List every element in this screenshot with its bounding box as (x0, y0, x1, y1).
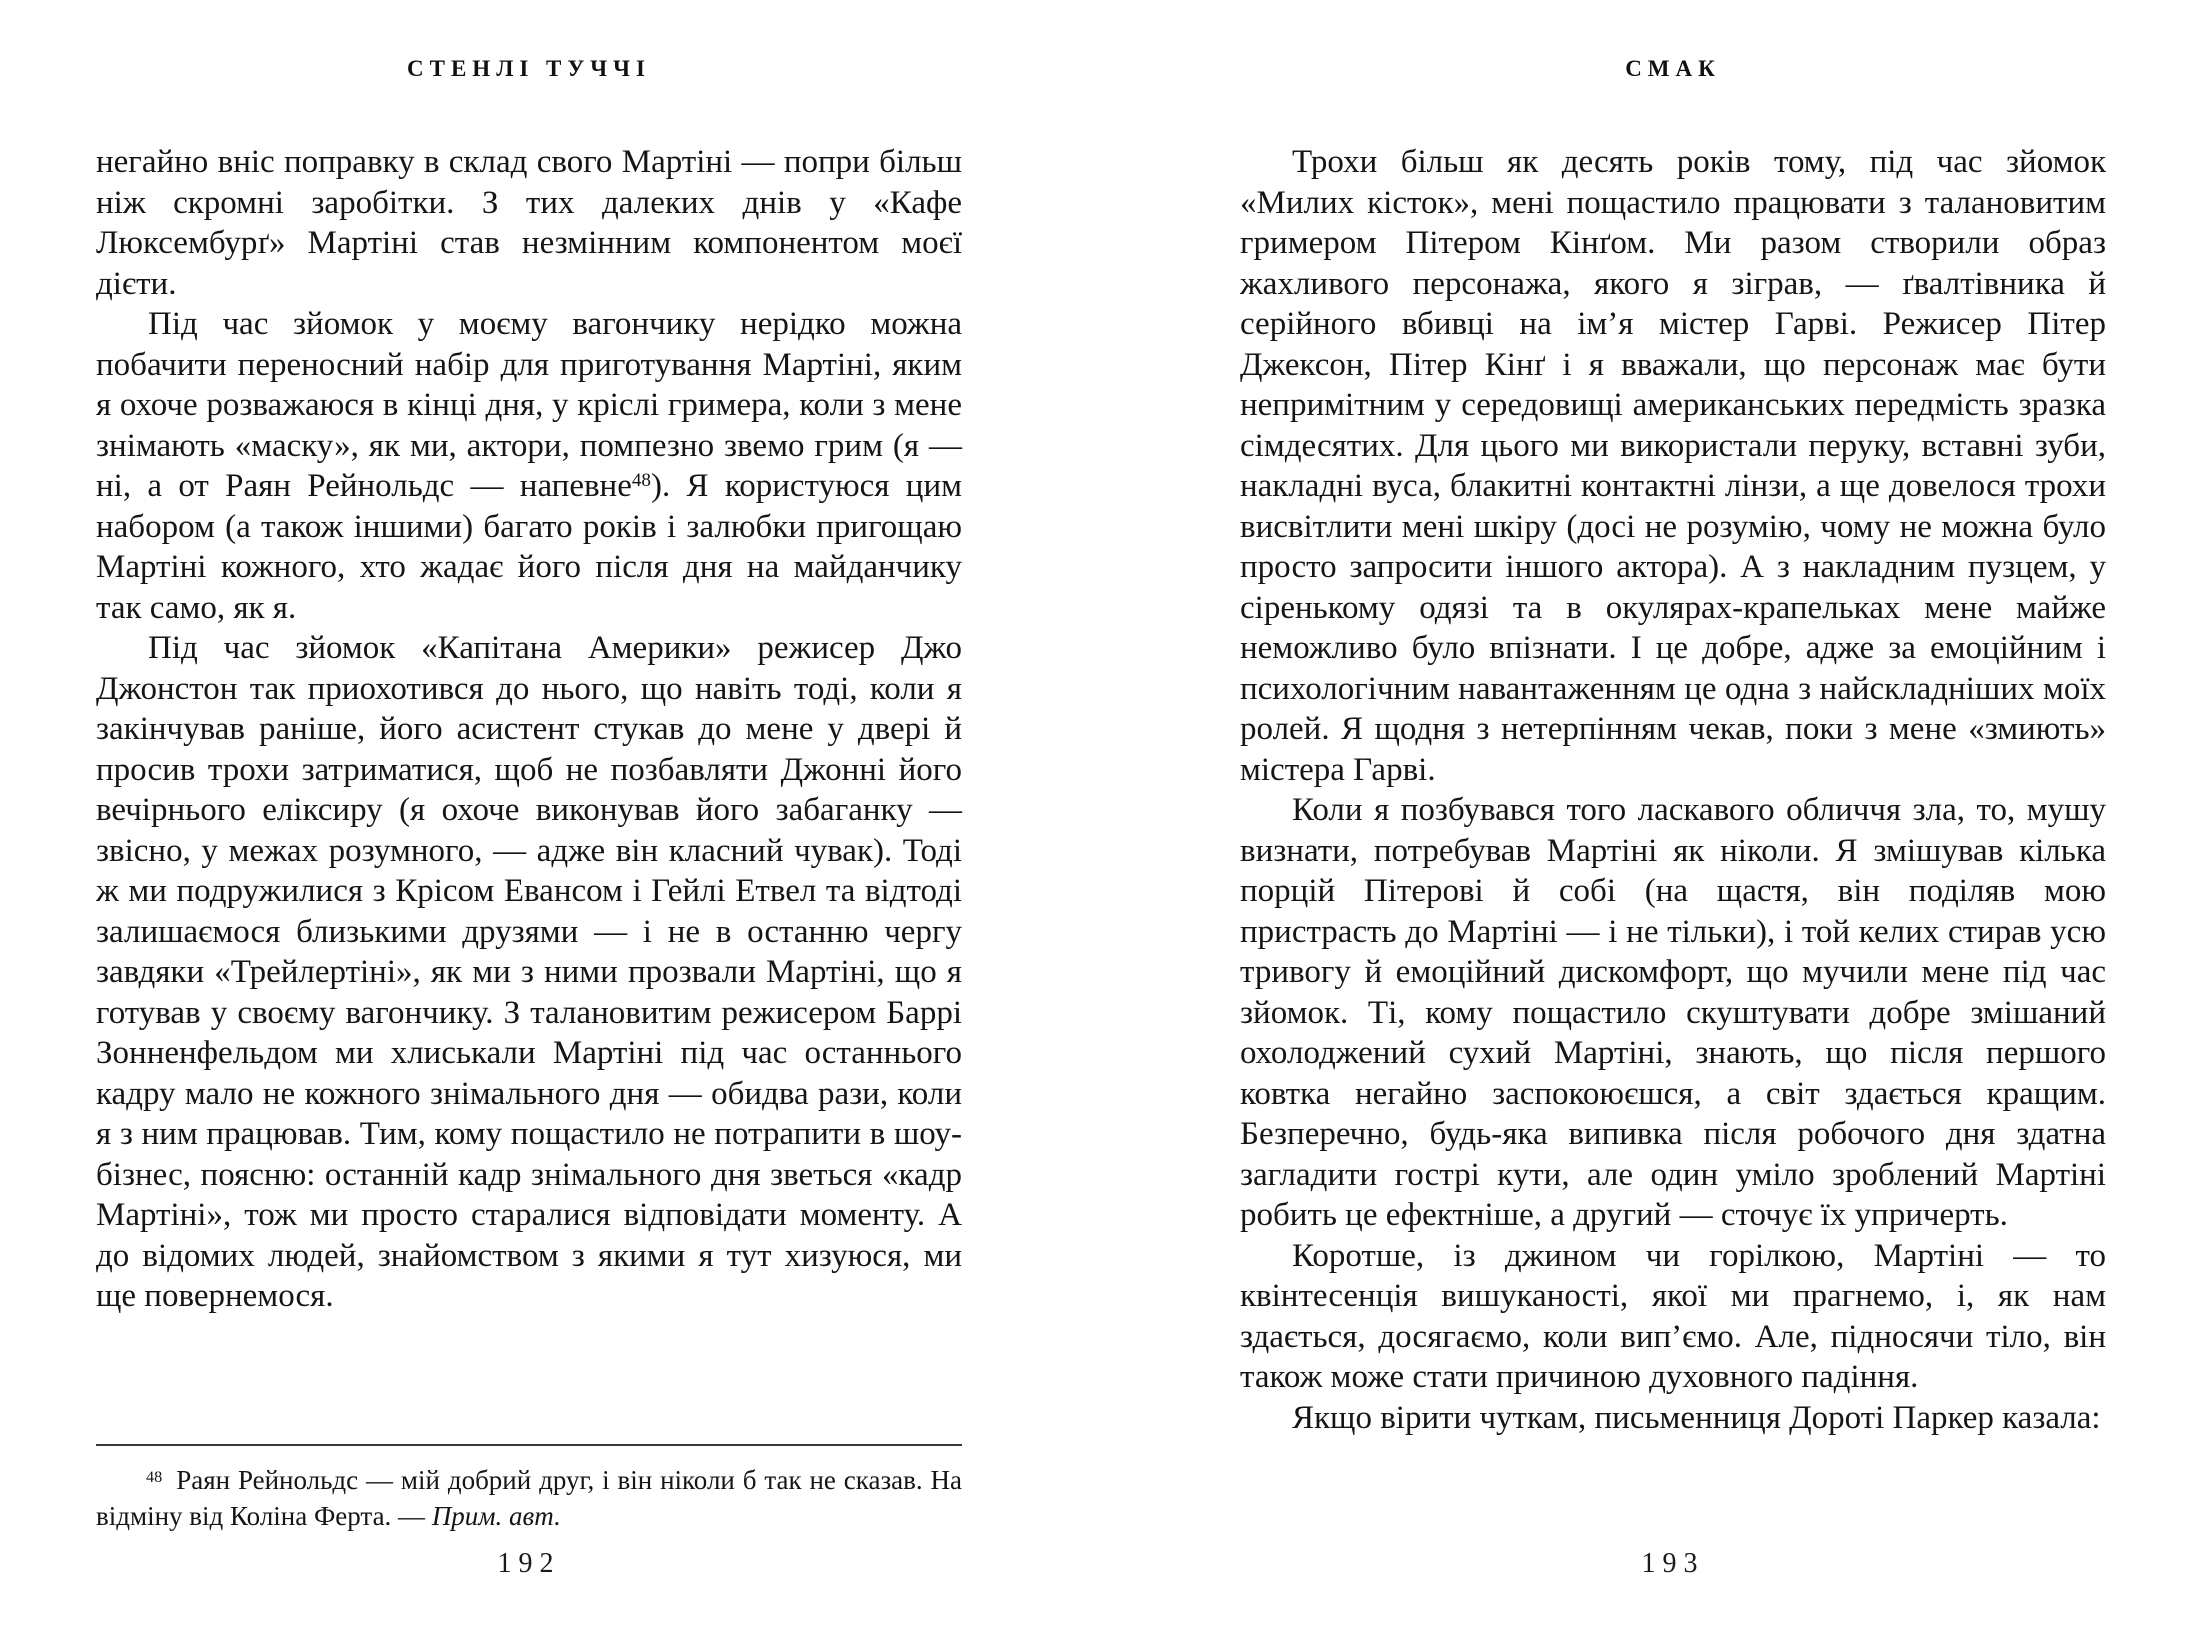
footnote-text (96, 1462, 962, 1534)
paragraph-text: ). Я користуюся цим набором (а також іншими) багато років і залюбки пригощаю Мартіні кожного, хто жадає його після дня на майданчику так само, як я. (96, 468, 962, 626)
footnote-separator (96, 1444, 962, 1446)
left-textblock (96, 0, 962, 1650)
footnote-source-label: Прим. авт. (431, 1501, 561, 1531)
paragraph-captain-america: Під час зйомок «Капітана Америки» режисер Джо Джонстон так приохотився до нього, що навіть тоді, коли я закінчував раніше, його асистент стукав до мене у двері й просив трохи затриматися, щоб не позбавляти Джонні його вечірнього еліксиру (я охоче виконував його забаганку — звісно, у межах розумного, — адже він класний чувак). Тоді ж ми подружилися з Крісом Евансом і Гейлі Етвел та відтоді залишаємося близькими друзями — і не в останню чергу завдяки «Трейлертіні», як ми з ними прозвали Мартіні, що я готував у своєму вагончику. З талановитим режисером Баррі Зонненфельдом ми хлиськали Мартіні під час останнього кадру мало не кожного знімального дня — обидва рази, коли я з ним працював. Тим, кому пощастило не потрапити в шоу-бізнес, поясню: останній кадр знімального дня зветься «кадр Мартіні», тож ми просто старалися відповідати моменту. А до відомих людей, знайомством з якими я тут хизуюся, ми ще повернемося. (96, 630, 962, 1314)
right-body-text (1240, 142, 2106, 1438)
page-number-left: 192 (497, 1548, 561, 1579)
paragraph-martini-diet: негайно вніс поправку в склад свого Мартіні — попри більш ніж скромні заробітки. З тих далеких днів у «Кафе Люксембурґ» Мартіні став незмінним компонентом моєї дієти. (96, 144, 962, 302)
footnote-reference: 48 (631, 470, 651, 492)
page-right (1100, 0, 2200, 1650)
paragraph-quintessence: Коротше, із джином чи горілкою, Мартіні — то квінтесенція вишуканості, якої ми прагнемо, і, як нам здається, досягаємо, коли вип’ємо. Але, підносячи тіло, він також може стати причиною духовного падіння. (1240, 1237, 2106, 1395)
paragraph-trailer-kit (96, 304, 962, 628)
page-number-right: 193 (1641, 1548, 1705, 1579)
right-textblock (1240, 0, 2106, 1650)
paragraph-lovely-bones: Трохи більш як десять років тому, під час зйомок «Милих кісток», мені пощастило працювати з талановитим гримером Пітером Кінґом. Ми разом створили образ жахливого персонажа, якого я зіграв, — ґвалтівника й серійного вбивці на ім’я містер Гарві. Режисер Пітер Джексон, Пітер Кінґ і я вважали, що персонаж має бути непримітним у середовищі американських передмість зразка сімдесятих. Для цього ми використали перуку, вставні зуби, накладні вуса, блакитні контактні лінзи, а ще довелося трохи висвітлити мені шкіру (досі не розумію, чому не можна було просто запросити іншого актора). А з накладним пузцем, у сіренькому одязі та в окулярах-крапельках мене майже неможливо було впізнати. І це добре, адже за емоційним і психологічним навантаженням це одна з найскладніших моїх ролей. Я щодня з нетерпінням чекав, поки з мене «змиють» містера Гарві. (1240, 144, 2106, 788)
footnote (96, 1444, 962, 1534)
running-header-title: СМАК (1625, 56, 1721, 81)
running-header-author: СТЕНЛІ ТУЧЧІ (407, 56, 651, 81)
footnote-marker: 48 (146, 1467, 163, 1486)
paragraph-text: Під час зйомок у моєму вагончику нерідко можна побачити переносний набір для приготування Мартіні, яким я охоче розважаюся в кінці дня, у кріслі гримера, коли з мене знімають «маску», як ми, актори, помпезно звемо грим (я — ні, а от Раян Рейнольдс — напевне (96, 306, 962, 504)
left-body-text (96, 142, 962, 1317)
paragraph-dorothy-parker-intro: Якщо вірити чуткам, письменниця Дороті Паркер казала: (1292, 1399, 2101, 1436)
paragraph-martini-relief: Коли я позбувався того ласкавого обличчя зла, то, мушу визнати, потребував Мартіні як ніколи. Я змішував кілька порцій Пітерові й собі (на щастя, він поділяв мою пристрасть до Мартіні — і не тільки), і той келих стирав усю тривогу й емоційний дискомфорт, що мучили мене під час зйомок. Ті, кому пощастило скуштувати добре змішаний охолоджений сухий Мартіні, знають, що після першого ковтка негайно заспокоюєшся, а світ здається кращим. Безперечно, будь-яка випивка після робочого дня здатна загладити гострі кути, але один уміло зроблений Мартіні робить це ефектніше, а другий — сточує їх упричерть. (1240, 792, 2106, 1233)
footnote-body: Раян Рейнольдс — мій добрий друг, і він ніколи б так не сказав. На відміну від Коліна Ферта. — (96, 1465, 962, 1531)
